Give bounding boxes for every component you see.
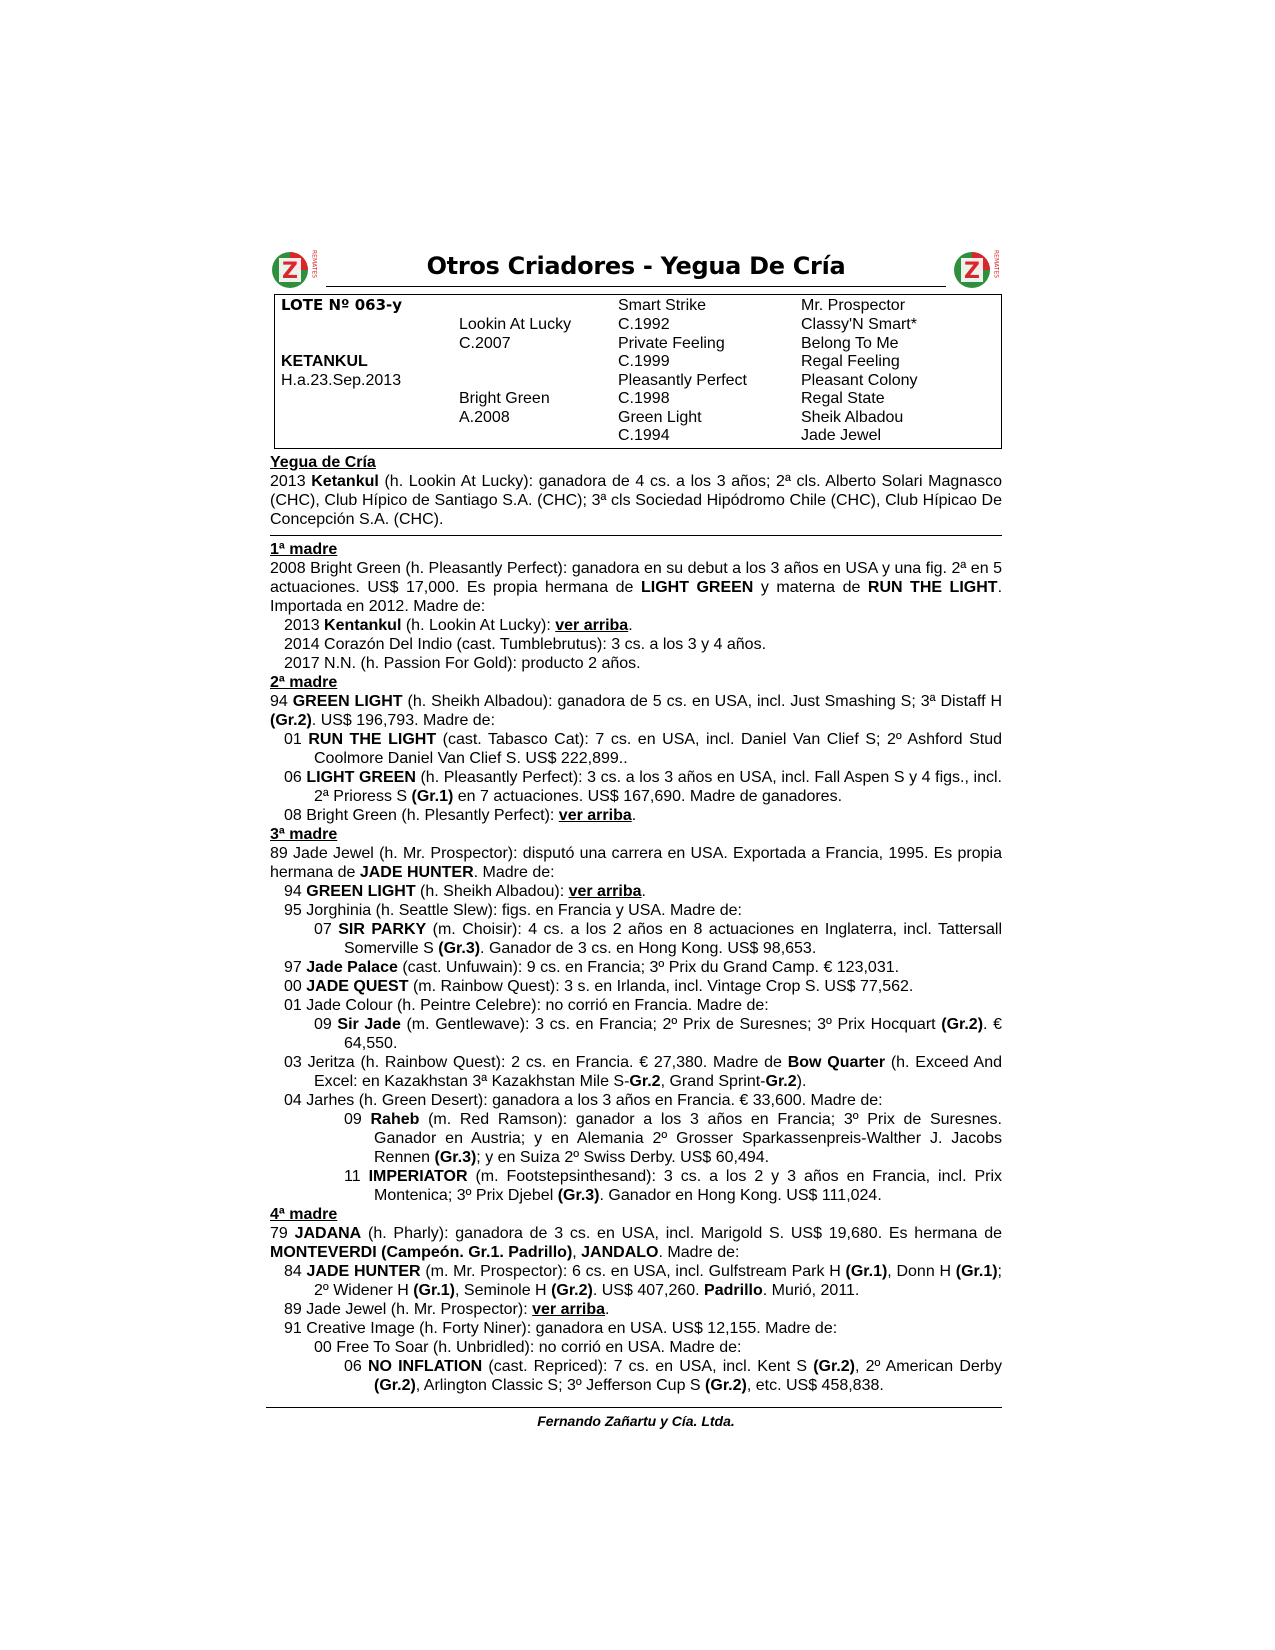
list-item: 08 Bright Green (h. Plesantly Perfect): ver arriba. (284, 807, 637, 824)
page-header (270, 244, 1002, 294)
ver-arriba-link[interactable]: ver arriba (558, 807, 632, 824)
grandparent-4-year: C.1994 (618, 427, 670, 444)
paragraph: 94 GREEN LIGHT (h. Sheikh Albadou): ganadora de 5 cs. en USA, incl. Just Smashing S; 3ª Distaff H (Gr.2). US$ 196,793. Madre de: (270, 693, 1003, 729)
grandparent-3: Pleasantly Perfect (618, 372, 747, 389)
paragraph: 2013 Ketankul (h. Lookin At Lucky): ganadora de 4 cs. a los 3 años; 2ª cls. Alberto Solari Magnasco (CHC), Club Hípico de Santiago S.A. (CHC); 3ª cls Sociedad Hipódromo Chile (CHC), Club Hípicao De Concepción S.A. (CHC). (270, 473, 1002, 528)
list-item: 07 SIR PARKY (m. Choisir): 4 cs. a los 2 años en 8 actuaciones en Inglaterra, incl. Tattersall Somerville S (Gr.3). Ganador de 3 cs. en Hong Kong. US$ 98,653. (314, 921, 1003, 957)
ver-arriba-link[interactable]: ver arriba (532, 1301, 606, 1318)
pedigree-table (274, 294, 1002, 449)
first-dam-section (270, 540, 1002, 673)
great-grandparent: Pleasant Colony (801, 372, 918, 389)
section-title: 2ª madre (270, 674, 338, 691)
list-item: 01 Jade Colour (h. Peintre Celebre): no corrió en Francia. Madre de: (284, 997, 769, 1014)
footer-company: Fernando Zañartu y Cía. Ltda. (537, 1413, 735, 1429)
svg-text:Z: Z (282, 259, 298, 284)
list-item: 09 Raheb (m. Red Ramson): ganador a los 3 años en Francia; 3º Prix de Suresnes. Ganador en Austria; y en Alemania 2º Grosser Sparkassenpreis-Walther J. Jacobs Rennen (Gr.3); y en Suiza 2º Swiss Derby. US$ 60,494. (344, 1111, 1002, 1166)
list-item: 2014 Corazón Del Indio (cast. Tumblebrutus): 3 cs. a los 3 y 4 años. (284, 636, 767, 653)
svg-text:REMATES: REMATES (992, 250, 1000, 279)
list-item: 89 Jade Jewel (h. Mr. Prospector): ver arriba. (284, 1301, 610, 1318)
page-title: Otros Criadores - Yegua De Cría (426, 252, 846, 280)
sire-year: C.2007 (459, 335, 511, 352)
divider (270, 535, 1002, 536)
lot-number: LOTE Nº 063-y (281, 296, 403, 314)
list-item: 04 Jarhes (h. Green Desert): ganadora a los 3 años en Francia. € 33,600. Madre de: (284, 1092, 883, 1109)
list-item: 03 Jeritza (h. Rainbow Quest): 2 cs. en Francia. € 27,380. Madre de Bow Quarter (h. Exceed And Excel: en Kazakhstan 3ª Kazakhstan Mile S-Gr.2, Grand Sprint-Gr.2). (284, 1054, 1003, 1090)
sire-name: Lookin At Lucky (459, 316, 572, 333)
paragraph: 2008 Bright Green (h. Pleasantly Perfect): ganadora en su debut a los 3 años en USA y una fig. 2ª en 5 actuaciones. US$ 17,000. Es propia hermana de LIGHT GREEN y materna de RUN THE LIGHT. Importada en 2012. Madre de: (270, 560, 1003, 615)
section-title: 1ª madre (270, 541, 338, 558)
list-item: 94 GREEN LIGHT (h. Sheikh Albadou): ver arriba. (284, 883, 646, 900)
list-item: 06 LIGHT GREEN (h. Pleasantly Perfect): 3 cs. a los 3 años en USA, incl. Fall Aspen S y 4 figs., incl. 2ª Prioress S (Gr.1) en 7 actuaciones. US$ 167,690. Madre de ganadores. (284, 769, 1002, 805)
grandparent-4: Green Light (618, 409, 702, 426)
ver-arriba-link[interactable]: ver arriba (568, 883, 642, 900)
list-item: 00 Free To Soar (h. Unbridled): no corrió en USA. Madre de: (314, 1339, 742, 1356)
great-grandparent: Jade Jewel (801, 427, 882, 444)
zr-logo-icon (952, 244, 1002, 294)
list-item: 2017 N.N. (h. Passion For Gold): producto 2 años. (284, 655, 641, 672)
great-grandparent: Regal State (801, 390, 885, 407)
grandparent-1-year: C.1992 (618, 316, 670, 333)
great-grandparent: Sheik Albadou (801, 409, 904, 426)
list-item: 91 Creative Image (h. Forty Niner): ganadora en USA. US$ 12,155. Madre de: (284, 1320, 838, 1337)
horse-name: KETANKUL (281, 353, 368, 370)
grandparent-2-year: C.1999 (618, 353, 670, 370)
list-item: 84 JADE HUNTER (m. Mr. Prospector): 6 cs. en USA, incl. Gulfstream Park H (Gr.1), Donn H (Gr.1); 2º Widener H (Gr.1), Seminole H (Gr.2). US$ 407,260. Padrillo. Murió, 2011. (284, 1263, 1002, 1299)
great-grandparent: Belong To Me (801, 335, 899, 352)
third-dam-section (270, 825, 1002, 1205)
section-title: 3ª madre (270, 826, 338, 843)
dam-year: A.2008 (459, 409, 510, 426)
horse-info: H.a.23.Sep.2013 (281, 372, 402, 389)
second-dam-section (270, 673, 1002, 825)
great-grandparent: Regal Feeling (801, 353, 900, 370)
footer-rule (266, 1407, 1002, 1408)
grandparent-2: Private Feeling (618, 335, 725, 352)
list-item: 09 Sir Jade (m. Gentlewave): 3 cs. en Francia; 2º Prix de Suresnes; 3º Prix Hocquart (Gr.2). € 64,550. (314, 1016, 1002, 1052)
svg-text:REMATES: REMATES (310, 250, 318, 279)
list-item: 11 IMPERIATOR (m. Footstepsinthesand): 3 cs. a los 2 y 3 años en Francia, incl. Prix Montenica; 3º Prix Djebel (Gr.3). Ganador en Hong Kong. US$ 111,024. (344, 1168, 1003, 1204)
ver-arriba-link[interactable]: ver arriba (555, 617, 629, 634)
paragraph: 79 JADANA (h. Pharly): ganadora de 3 cs. en USA, incl. Marigold S. US$ 19,680. Es hermana de MONTEVERDI (Campeón. Gr.1. Padrillo), JANDALO. Madre de: (270, 1225, 1003, 1261)
grandparent-1: Smart Strike (618, 297, 707, 314)
section-title: Yegua de Cría (270, 454, 376, 471)
list-item: 97 Jade Palace (cast. Unfuwain): 9 cs. en Francia; 3º Prix du Grand Camp. € 123,031. (284, 959, 900, 976)
list-item: 06 NO INFLATION (cast. Repriced): 7 cs. en USA, incl. Kent S (Gr.2), 2º American Derby (Gr.2), Arlington Classic S; 3º Jefferson Cup S (Gr.2), etc. US$ 458,838. (344, 1358, 1003, 1394)
great-grandparent: Classy'N Smart* (801, 316, 917, 333)
list-item: 2013 Kentankul (h. Lookin At Lucky): ver arriba. (284, 617, 633, 634)
dam-name: Bright Green (459, 390, 550, 407)
catalog-page (270, 244, 1002, 1429)
paragraph: 89 Jade Jewel (h. Mr. Prospector): disputó una carrera en USA. Exportada a Francia, 1995. Es propia hermana de JADE HUNTER. Madre de: (270, 845, 1002, 881)
fourth-dam-section (270, 1205, 1002, 1395)
header-rule (326, 286, 946, 287)
list-item: 95 Jorghinia (h. Seattle Slew): figs. en Francia y USA. Madre de: (284, 902, 742, 919)
yegua-section (270, 453, 1002, 529)
great-grandparent: Mr. Prospector (801, 297, 906, 314)
zr-logo-icon (270, 244, 320, 294)
section-title: 4ª madre (270, 1206, 338, 1223)
svg-text:Z: Z (964, 259, 980, 284)
list-item: 00 JADE QUEST (m. Rainbow Quest): 3 s. en Irlanda, incl. Vintage Crop S. US$ 77,562. (284, 978, 914, 995)
grandparent-3-year: C.1998 (618, 390, 670, 407)
list-item: 01 RUN THE LIGHT (cast. Tabasco Cat): 7 cs. en USA, incl. Daniel Van Clief S; 2º Ashford Stud Coolmore Daniel Van Clief S. US$ 222,899.. (284, 731, 1002, 767)
